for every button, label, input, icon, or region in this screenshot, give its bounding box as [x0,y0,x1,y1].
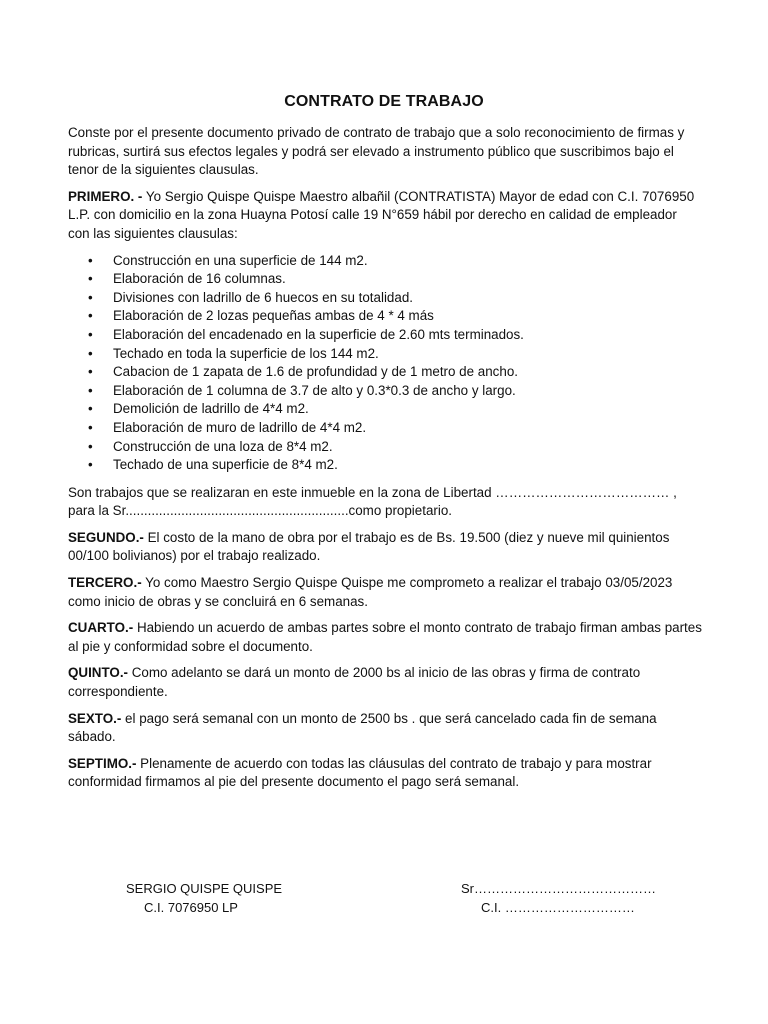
bullet-icon: • [88,345,93,361]
clause-segundo-text: El costo de la mano de obra por el trabajo es de Bs. 19.500 (diez y nueve mil quinientos 00/100 bolivianos) por el trabajo realizado. [68,529,670,564]
clause-sexto-label: SEXTO.- [68,710,122,726]
clause-septimo-text: Plenamente de acuerdo con todas las cláusulas del contrato de trabajo y para mostrar conformidad firmamos al pie del presente documento el pago será semanal. [68,755,652,790]
clause-sexto [68,710,702,747]
bullet-icon: • [88,308,93,324]
bullet-icon: • [88,457,93,473]
clause-quinto [68,664,702,701]
trabajos-paragraph: Son trabajos que se realizaran en este inmueble en la zona de Libertad ………………………………… , para la Sr............................................................como propietario. [68,484,677,519]
list-item: • Elaboración de 2 lozas pequeñas ambas de 4 * 4 más [68,307,702,326]
bullet-icon: • [88,419,93,435]
bullet-icon: • [88,289,93,305]
bullet-icon: • [88,438,93,454]
bullet-icon: • [88,401,93,417]
list-item: • Divisiones con ladrillo de 6 huecos en su totalidad. [68,289,702,308]
bullet-icon: • [88,252,93,268]
owner-signature-ci: C.I. ………………………… [481,900,635,915]
clause-segundo [68,529,702,566]
owner-signature-name: Sr…………………………………… [461,881,656,896]
clause-primero [68,188,702,244]
contractor-signature-name: SERGIO QUISPE QUISPE [126,881,283,896]
intro-paragraph: Conste por el presente documento privado de contrato de trabajo que a solo reconocimiento de firmas y rubricas, surtirá sus efectos legales y podrá ser elevado a instrumento público que suscribimos bajo el tenor de la siguientes clausulas. [68,125,685,178]
clause-tercero-label: TERCERO.- [68,575,142,591]
clause-quinto-label: QUINTO.- [68,665,129,681]
clause-tercero-text: Yo como Maestro Sergio Quispe Quispe me comprometo a realizar el trabajo 03/05/2023 como inicio de obras y se concluirá en 6 semanas. [68,575,673,609]
clause-cuarto [68,619,702,656]
list-item: • Elaboración de muro de ladrillo de 4*4 m2. [68,419,702,438]
list-item: • Elaboración de 1 columna de 3.7 de alto y 0.3*0.3 de ancho y largo. [68,382,702,401]
clause-septimo [68,755,702,792]
clause-primero-label: PRIMERO. - [68,188,143,204]
clause-tercero [68,574,702,611]
list-item: • Demolición de ladrillo de 4*4 m2. [68,400,702,419]
bullet-icon: • [88,271,93,287]
clause-cuarto-label: CUARTO.- [68,620,134,636]
list-item: • Techado en toda la superficie de los 144 m2. [68,345,702,364]
clause-sexto-text: el pago será semanal con un monto de 2500 bs . que será cancelado cada fin de semana sábado. [68,710,657,745]
document-title: CONTRATO DE TRABAJO [284,93,484,110]
list-item: • Elaboración de 16 columnas. [68,270,702,289]
clause-segundo-label: SEGUNDO.- [68,529,144,545]
list-item: • Construcción en una superficie de 144 m2. [68,252,702,271]
contractor-signature-ci: C.I. 7076950 LP [144,900,238,915]
bullet-icon: • [88,364,93,380]
list-item: • Elaboración del encadenado en la superficie de 2.60 mts terminados. [68,326,702,345]
clause-primero-text: Yo Sergio Quispe Quispe Maestro albañil (CONTRATISTA) Mayor de edad con C.I. 7076950 L.P. con domicilio en la zona Huayna Potosí calle 19 N°659 hábil por derecho en calidad de empleador con las siguientes clausulas: [68,188,695,241]
list-item: • Cabacion de 1 zapata de 1.6 de profundidad y de 1 metro de ancho. [68,363,702,382]
clause-cuarto-text: Habiendo un acuerdo de ambas partes sobre el monto contrato de trabajo firman ambas partes al pie y conformidad sobre el documento. [68,620,702,654]
bullet-icon: • [88,326,93,342]
clause-septimo-label: SEPTIMO.- [68,755,137,771]
clause-quinto-text: Como adelanto se dará un monto de 2000 bs al inicio de las obras y firma de contrato correspondiente. [68,665,641,700]
list-item: • Construcción de una loza de 8*4 m2. [68,438,702,457]
list-item: • Techado de una superficie de 8*4 m2. [68,456,702,475]
bullet-icon: • [88,382,93,398]
document-body [68,124,702,800]
task-list [68,252,702,475]
